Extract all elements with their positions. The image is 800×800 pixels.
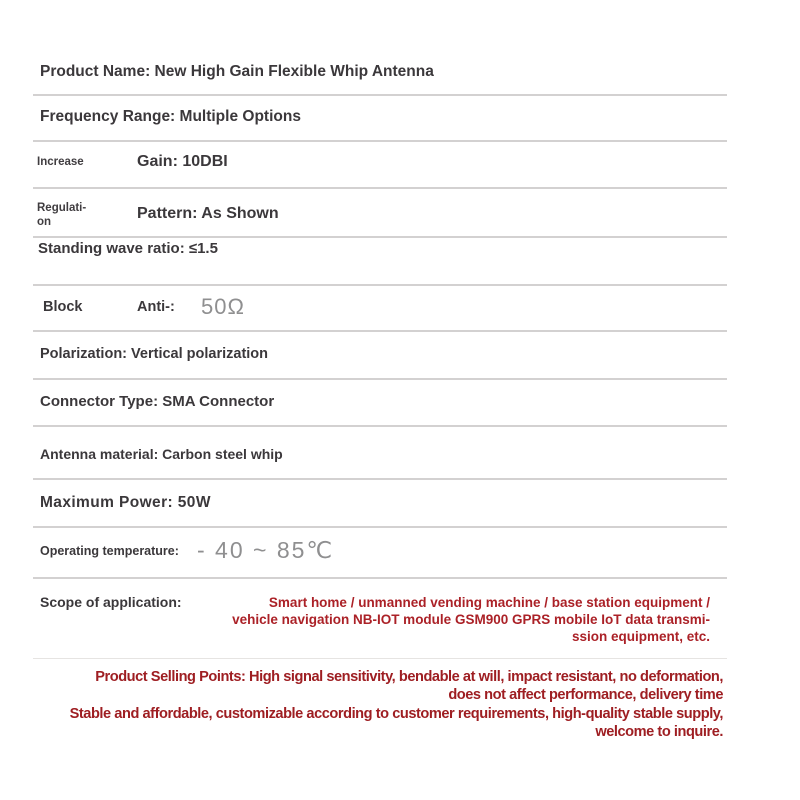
- divider: [33, 236, 727, 238]
- polarization-text: Polarization: Vertical polarization: [40, 346, 269, 362]
- impedance-side-label: Block: [43, 299, 83, 315]
- scope-line: vehicle navigation NB-IOT module GSM900 GPRS mobile IoT data transmi-: [232, 612, 710, 628]
- divider: [33, 425, 727, 427]
- standing-wave-ratio-text: Standing wave ratio: ≤1.5: [38, 240, 218, 257]
- selling-points-line: Stable and affordable, customizable according to customer requirements, high-quality stable supply,: [69, 705, 723, 722]
- divider: [33, 94, 727, 96]
- selling-points-line: welcome to inquire.: [595, 724, 723, 741]
- scope-line: ssion equipment, etc.: [571, 629, 710, 645]
- divider: [33, 378, 727, 380]
- divider: [33, 526, 727, 528]
- pattern-text: Pattern: As Shown: [137, 205, 279, 222]
- divider: [33, 284, 727, 286]
- scope-line: Smart home / unmanned vending machine / base station equipment /: [268, 595, 710, 610]
- selling-points-line: does not affect performance, delivery time: [448, 687, 723, 704]
- frequency-range-text: Frequency Range: Multiple Options: [40, 108, 301, 125]
- divider: [33, 140, 727, 142]
- gain-text: Gain: 10DBI: [137, 153, 228, 170]
- gain-side-label: Increase: [37, 156, 84, 168]
- temperature-value: - 40 ~ 85℃: [197, 537, 335, 563]
- impedance-mid-label: Anti-:: [137, 299, 175, 315]
- impedance-value: 50Ω: [201, 294, 245, 319]
- scope-description: [190, 594, 710, 646]
- max-power-text: Maximum Power: 50W: [40, 494, 211, 511]
- scope-side-label: Scope of application:: [40, 594, 182, 610]
- selling-points-line: Product Selling Points: High signal sensitivity, bendable at will, impact resistant, no deformation,: [95, 669, 723, 685]
- divider: [33, 577, 727, 579]
- divider: [33, 187, 727, 189]
- temperature-side-label: Operating temperature:: [40, 544, 179, 558]
- material-text: Antenna material: Carbon steel whip: [40, 446, 283, 462]
- pattern-side-label: Regulati- on: [37, 202, 87, 228]
- divider: [33, 478, 727, 480]
- product-name-text: Product Name: New High Gain Flexible Whip Antenna: [40, 63, 434, 80]
- selling-points: [36, 668, 723, 742]
- divider: [33, 330, 727, 332]
- divider: [33, 658, 727, 659]
- connector-text: Connector Type: SMA Connector: [40, 393, 275, 410]
